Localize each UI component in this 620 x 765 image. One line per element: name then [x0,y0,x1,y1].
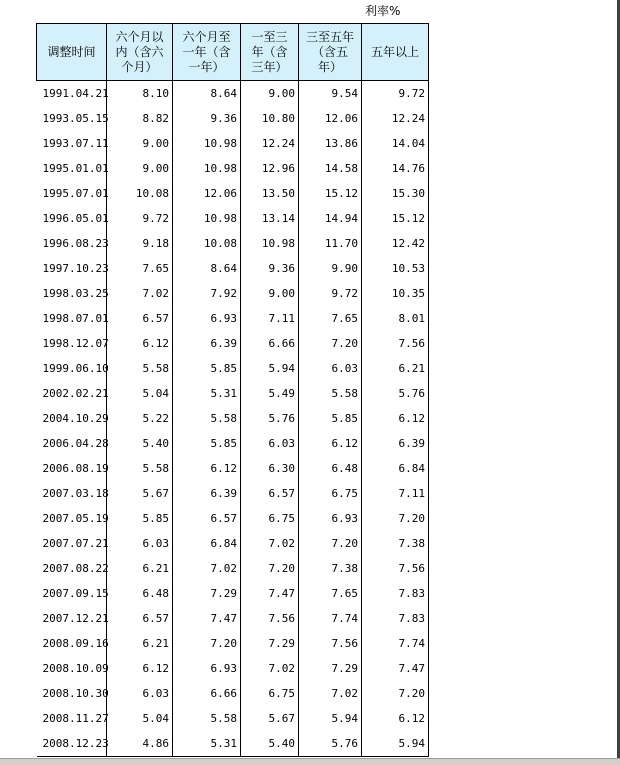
3-to-5-years-cell: 7.65 [299,306,362,331]
3-to-5-years-cell: 15.12 [299,181,362,206]
6-months-to-1-year-cell: 5.31 [173,731,241,757]
within-6-months-cell: 4.86 [107,731,173,757]
1-to-3-years-cell: 5.49 [241,381,299,406]
date-cell: 2007.09.15 [37,581,107,606]
3-to-5-years-cell: 6.93 [299,506,362,531]
over-5-years-cell: 7.11 [362,481,429,506]
6-months-to-1-year-cell: 7.02 [173,556,241,581]
table-row [37,106,429,131]
3-to-5-years-cell: 11.70 [299,231,362,256]
6-months-to-1-year-cell: 5.85 [173,356,241,381]
date-cell: 2008.12.23 [37,731,107,757]
over-5-years-cell: 7.20 [362,681,429,706]
within-6-months-cell: 8.82 [107,106,173,131]
within-6-months-cell: 10.08 [107,181,173,206]
1-to-3-years-cell: 6.03 [241,431,299,456]
1-to-3-years-cell: 7.47 [241,581,299,606]
within-6-months-cell: 6.57 [107,606,173,631]
date-cell: 1998.03.25 [37,281,107,306]
3-to-5-years-cell: 5.76 [299,731,362,757]
table-row [37,281,429,306]
table-row [37,706,429,731]
over-5-years-cell: 7.83 [362,581,429,606]
table-body [37,81,429,757]
within-6-months-cell: 5.67 [107,481,173,506]
3-to-5-years-cell: 12.06 [299,106,362,131]
within-6-months-cell: 5.58 [107,456,173,481]
6-months-to-1-year-cell: 10.08 [173,231,241,256]
1-to-3-years-cell: 7.29 [241,631,299,656]
table-row [37,131,429,156]
6-months-to-1-year-cell: 6.66 [173,681,241,706]
6-months-to-1-year-cell: 7.92 [173,281,241,306]
1-to-3-years-cell: 5.76 [241,406,299,431]
within-6-months-cell: 9.00 [107,156,173,181]
date-cell: 2002.02.21 [37,381,107,406]
6-months-to-1-year-cell: 6.12 [173,456,241,481]
over-5-years-cell: 6.12 [362,706,429,731]
over-5-years-cell: 7.38 [362,531,429,556]
table-row [37,506,429,531]
over-5-years-cell: 5.76 [362,381,429,406]
1-to-3-years-cell: 12.96 [241,156,299,181]
1-to-3-years-cell: 6.75 [241,681,299,706]
within-6-months-cell: 7.02 [107,281,173,306]
header-adjust-date: 调整时间 [37,24,107,81]
6-months-to-1-year-cell: 6.93 [173,656,241,681]
table-row [37,356,429,381]
within-6-months-cell: 6.03 [107,681,173,706]
table-row [37,331,429,356]
within-6-months-cell: 9.00 [107,131,173,156]
date-cell: 2007.03.18 [37,481,107,506]
1-to-3-years-cell: 10.98 [241,231,299,256]
table-row [37,431,429,456]
table-row [37,81,429,107]
over-5-years-cell: 7.56 [362,331,429,356]
over-5-years-cell: 6.21 [362,356,429,381]
table-row [37,231,429,256]
over-5-years-cell: 6.84 [362,456,429,481]
3-to-5-years-cell: 7.65 [299,581,362,606]
over-5-years-cell: 7.56 [362,556,429,581]
over-5-years-cell: 10.35 [362,281,429,306]
table-row [37,581,429,606]
6-months-to-1-year-cell: 8.64 [173,81,241,107]
6-months-to-1-year-cell: 9.36 [173,106,241,131]
date-cell: 2006.08.19 [37,456,107,481]
within-6-months-cell: 6.12 [107,656,173,681]
over-5-years-cell: 7.20 [362,506,429,531]
table-row [37,531,429,556]
within-6-months-cell: 6.21 [107,631,173,656]
1-to-3-years-cell: 9.00 [241,81,299,107]
6-months-to-1-year-cell: 6.93 [173,306,241,331]
table-row [37,481,429,506]
date-cell: 1991.04.21 [37,81,107,107]
date-cell: 2006.04.28 [37,431,107,456]
within-6-months-cell: 9.18 [107,231,173,256]
1-to-3-years-cell: 7.02 [241,656,299,681]
header-1-to-3-years: 一至三 年（含 三年） [241,24,299,81]
table-row [37,606,429,631]
date-cell: 2007.12.21 [37,606,107,631]
over-5-years-cell: 10.53 [362,256,429,281]
date-cell: 1995.07.01 [37,181,107,206]
unit-label: 利率% [365,4,401,18]
over-5-years-cell: 9.72 [362,81,429,107]
date-cell: 2008.10.09 [37,656,107,681]
table-row [37,181,429,206]
6-months-to-1-year-cell: 6.39 [173,331,241,356]
table-row [37,381,429,406]
date-cell: 1997.10.23 [37,256,107,281]
within-6-months-cell: 7.65 [107,256,173,281]
3-to-5-years-cell: 6.03 [299,356,362,381]
6-months-to-1-year-cell: 12.06 [173,181,241,206]
1-to-3-years-cell: 7.02 [241,531,299,556]
3-to-5-years-cell: 13.86 [299,131,362,156]
3-to-5-years-cell: 7.20 [299,331,362,356]
over-5-years-cell: 6.12 [362,406,429,431]
3-to-5-years-cell: 5.85 [299,406,362,431]
3-to-5-years-cell: 5.94 [299,706,362,731]
3-to-5-years-cell: 6.48 [299,456,362,481]
over-5-years-cell: 14.04 [362,131,429,156]
table-row [37,306,429,331]
table-row [37,731,429,757]
6-months-to-1-year-cell: 7.20 [173,631,241,656]
within-6-months-cell: 9.72 [107,206,173,231]
6-months-to-1-year-cell: 7.47 [173,606,241,631]
over-5-years-cell: 6.39 [362,431,429,456]
over-5-years-cell: 15.30 [362,181,429,206]
date-cell: 1998.12.07 [37,331,107,356]
6-months-to-1-year-cell: 10.98 [173,206,241,231]
within-6-months-cell: 5.40 [107,431,173,456]
1-to-3-years-cell: 6.75 [241,506,299,531]
over-5-years-cell: 7.47 [362,656,429,681]
6-months-to-1-year-cell: 6.57 [173,506,241,531]
date-cell: 1999.06.10 [37,356,107,381]
date-cell: 1996.08.23 [37,231,107,256]
over-5-years-cell: 7.83 [362,606,429,631]
3-to-5-years-cell: 9.54 [299,81,362,107]
3-to-5-years-cell: 7.29 [299,656,362,681]
6-months-to-1-year-cell: 10.98 [173,156,241,181]
over-5-years-cell: 12.24 [362,106,429,131]
1-to-3-years-cell: 6.30 [241,456,299,481]
date-cell: 2007.08.22 [37,556,107,581]
1-to-3-years-cell: 6.57 [241,481,299,506]
3-to-5-years-cell: 7.74 [299,606,362,631]
1-to-3-years-cell: 5.67 [241,706,299,731]
3-to-5-years-cell: 7.38 [299,556,362,581]
date-cell: 2008.09.16 [37,631,107,656]
3-to-5-years-cell: 9.72 [299,281,362,306]
1-to-3-years-cell: 7.20 [241,556,299,581]
date-cell: 1995.01.01 [37,156,107,181]
table-row [37,156,429,181]
date-cell: 2004.10.29 [37,406,107,431]
within-6-months-cell: 6.57 [107,306,173,331]
1-to-3-years-cell: 5.40 [241,731,299,757]
6-months-to-1-year-cell: 7.29 [173,581,241,606]
table-row [37,406,429,431]
within-6-months-cell: 5.04 [107,381,173,406]
6-months-to-1-year-cell: 5.58 [173,706,241,731]
over-5-years-cell: 7.74 [362,631,429,656]
header-6-months-to-1-year: 六个月至 一年（含 一年） [173,24,241,81]
date-cell: 1993.07.11 [37,131,107,156]
window-border-bottom [0,758,620,765]
table-row [37,681,429,706]
6-months-to-1-year-cell: 10.98 [173,131,241,156]
table-row [37,656,429,681]
over-5-years-cell: 12.42 [362,231,429,256]
over-5-years-cell: 5.94 [362,731,429,757]
within-6-months-cell: 5.04 [107,706,173,731]
within-6-months-cell: 5.85 [107,506,173,531]
6-months-to-1-year-cell: 5.31 [173,381,241,406]
table-row [37,206,429,231]
table-row [37,456,429,481]
1-to-3-years-cell: 9.36 [241,256,299,281]
within-6-months-cell: 5.22 [107,406,173,431]
table-header-row [37,24,429,81]
1-to-3-years-cell: 13.14 [241,206,299,231]
over-5-years-cell: 15.12 [362,206,429,231]
table-row [37,556,429,581]
3-to-5-years-cell: 7.20 [299,531,362,556]
1-to-3-years-cell: 6.66 [241,331,299,356]
date-cell: 2007.05.19 [37,506,107,531]
1-to-3-years-cell: 12.24 [241,131,299,156]
6-months-to-1-year-cell: 6.39 [173,481,241,506]
6-months-to-1-year-cell: 8.64 [173,256,241,281]
6-months-to-1-year-cell: 5.58 [173,406,241,431]
3-to-5-years-cell: 6.75 [299,481,362,506]
date-cell: 1996.05.01 [37,206,107,231]
over-5-years-cell: 8.01 [362,306,429,331]
6-months-to-1-year-cell: 5.85 [173,431,241,456]
within-6-months-cell: 8.10 [107,81,173,107]
within-6-months-cell: 6.12 [107,331,173,356]
1-to-3-years-cell: 5.94 [241,356,299,381]
date-cell: 2008.11.27 [37,706,107,731]
3-to-5-years-cell: 14.58 [299,156,362,181]
within-6-months-cell: 6.48 [107,581,173,606]
within-6-months-cell: 5.58 [107,356,173,381]
within-6-months-cell: 6.03 [107,531,173,556]
date-cell: 1998.07.01 [37,306,107,331]
header-3-to-5-years: 三至五年 （含五 年） [299,24,362,81]
1-to-3-years-cell: 13.50 [241,181,299,206]
table-row [37,256,429,281]
3-to-5-years-cell: 7.02 [299,681,362,706]
1-to-3-years-cell: 9.00 [241,281,299,306]
date-cell: 2008.10.30 [37,681,107,706]
over-5-years-cell: 14.76 [362,156,429,181]
within-6-months-cell: 6.21 [107,556,173,581]
header-within-6-months: 六个月以 内（含六 个月） [107,24,173,81]
3-to-5-years-cell: 14.94 [299,206,362,231]
3-to-5-years-cell: 6.12 [299,431,362,456]
date-cell: 1993.05.15 [37,106,107,131]
3-to-5-years-cell: 5.58 [299,381,362,406]
3-to-5-years-cell: 9.90 [299,256,362,281]
1-to-3-years-cell: 7.56 [241,606,299,631]
interest-rate-table [36,23,429,757]
1-to-3-years-cell: 7.11 [241,306,299,331]
1-to-3-years-cell: 10.80 [241,106,299,131]
6-months-to-1-year-cell: 6.84 [173,531,241,556]
table-row [37,631,429,656]
3-to-5-years-cell: 7.56 [299,631,362,656]
date-cell: 2007.07.21 [37,531,107,556]
header-over-5-years: 五年以上 [362,24,429,81]
